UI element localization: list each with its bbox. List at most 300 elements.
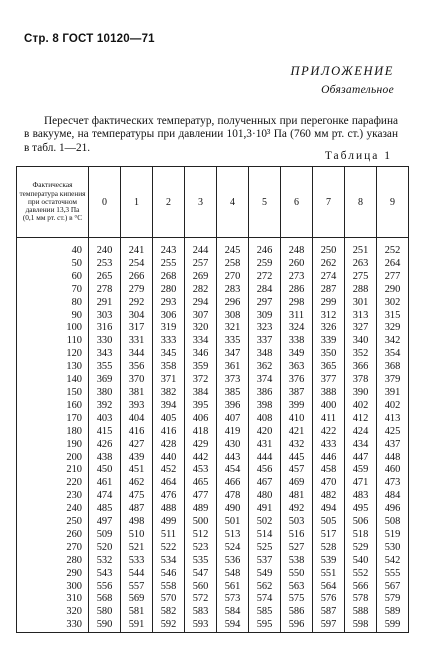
value-cell: 422 [313,426,345,439]
value-cell: 425 [377,426,409,439]
value-cell: 544 [121,568,153,581]
value-cell: 586 [281,606,313,619]
table-row [17,581,409,594]
temperature-cell: 260 [17,529,89,542]
temperature-cell: 250 [17,516,89,529]
value-cell: 421 [281,426,313,439]
value-cell: 566 [345,581,377,594]
value-cell: 288 [345,284,377,297]
value-cell: 437 [377,439,409,452]
value-cell: 313 [345,310,377,323]
value-cell: 363 [281,361,313,374]
value-cell: 331 [121,335,153,348]
value-cell: 298 [281,297,313,310]
table-row [17,568,409,581]
value-cell: 284 [249,284,281,297]
value-cell: 491 [249,503,281,516]
temperature-cell: 150 [17,387,89,400]
value-cell: 316 [89,322,121,335]
value-cell: 525 [249,542,281,555]
value-cell: 265 [89,271,121,284]
column-header: 5 [249,167,281,238]
value-cell: 309 [249,310,281,323]
value-cell: 274 [313,271,345,284]
value-cell: 324 [281,322,313,335]
value-cell: 292 [121,297,153,310]
value-cell: 492 [281,503,313,516]
temperature-cell: 190 [17,439,89,452]
value-cell: 470 [313,477,345,490]
value-cell: 453 [185,464,217,477]
value-cell: 539 [313,555,345,568]
temperature-cell: 50 [17,258,89,271]
value-cell: 450 [89,464,121,477]
temperature-cell: 60 [17,271,89,284]
value-cell: 583 [185,606,217,619]
value-cell: 337 [249,335,281,348]
value-cell: 299 [313,297,345,310]
value-cell: 524 [217,542,249,555]
value-cell: 362 [249,361,281,374]
value-cell: 251 [345,245,377,258]
value-cell: 496 [377,503,409,516]
temperature-cell: 270 [17,542,89,555]
value-cell: 335 [217,335,249,348]
table-row [17,322,409,335]
value-cell: 291 [89,297,121,310]
value-cell: 270 [217,271,249,284]
value-cell: 269 [185,271,217,284]
value-cell: 588 [345,606,377,619]
value-cell: 589 [377,606,409,619]
value-cell: 445 [281,452,313,465]
value-cell: 579 [377,593,409,606]
value-cell: 433 [313,439,345,452]
value-cell: 494 [313,503,345,516]
value-cell: 594 [217,619,249,632]
value-cell: 346 [185,348,217,361]
value-cell: 315 [377,310,409,323]
value-cell: 405 [153,413,185,426]
value-cell: 578 [345,593,377,606]
value-cell: 264 [377,258,409,271]
value-cell: 552 [345,568,377,581]
value-cell: 563 [281,581,313,594]
value-cell: 381 [121,387,153,400]
value-cell: 419 [217,426,249,439]
value-cell: 293 [153,297,185,310]
value-cell: 462 [121,477,153,490]
value-cell: 546 [153,568,185,581]
value-cell: 420 [249,426,281,439]
value-cell: 410 [281,413,313,426]
value-cell: 534 [153,555,185,568]
column-header: 0 [89,167,121,238]
value-cell: 248 [281,245,313,258]
temperature-cell: 280 [17,555,89,568]
value-cell: 382 [153,387,185,400]
value-cell: 458 [313,464,345,477]
value-cell: 246 [249,245,281,258]
value-cell: 371 [153,374,185,387]
value-cell: 403 [89,413,121,426]
table-row [17,413,409,426]
value-cell: 448 [377,452,409,465]
value-cell: 430 [217,439,249,452]
value-cell: 514 [249,529,281,542]
value-cell: 518 [345,529,377,542]
value-cell: 347 [217,348,249,361]
value-cell: 593 [185,619,217,632]
value-cell: 334 [185,335,217,348]
value-cell: 538 [281,555,313,568]
temperature-cell: 210 [17,464,89,477]
value-cell: 340 [345,335,377,348]
value-cell: 250 [313,245,345,258]
value-cell: 474 [89,490,121,503]
value-cell: 344 [121,348,153,361]
value-cell: 532 [89,555,121,568]
value-cell: 569 [121,593,153,606]
value-cell: 387 [281,387,313,400]
value-cell: 591 [121,619,153,632]
value-cell: 548 [217,568,249,581]
value-cell: 521 [121,542,153,555]
temperature-cell: 120 [17,348,89,361]
value-cell: 516 [281,529,313,542]
value-cell: 411 [313,413,345,426]
value-cell: 582 [153,606,185,619]
value-cell: 350 [313,348,345,361]
table-row [17,271,409,284]
value-cell: 407 [217,413,249,426]
value-cell: 495 [345,503,377,516]
value-cell: 339 [313,335,345,348]
column-header: 6 [281,167,313,238]
value-cell: 484 [377,490,409,503]
value-cell: 368 [377,361,409,374]
temperature-cell: 320 [17,606,89,619]
value-cell: 390 [345,387,377,400]
value-cell: 345 [153,348,185,361]
temperature-cell: 90 [17,310,89,323]
value-cell: 262 [313,258,345,271]
value-cell: 530 [377,542,409,555]
table-row [17,387,409,400]
value-cell: 241 [121,245,153,258]
value-cell: 523 [185,542,217,555]
table-row [17,258,409,271]
table-row [17,529,409,542]
value-cell: 558 [153,581,185,594]
value-cell: 476 [153,490,185,503]
table-row [17,452,409,465]
value-cell: 240 [89,245,121,258]
value-cell: 384 [185,387,217,400]
column-header: 3 [185,167,217,238]
value-cell: 404 [121,413,153,426]
appendix-subtitle: Обязательное [321,84,394,96]
value-cell: 487 [121,503,153,516]
value-cell: 395 [185,400,217,413]
value-cell: 561 [217,581,249,594]
value-cell: 439 [121,452,153,465]
temperature-cell: 300 [17,581,89,594]
value-cell: 505 [313,516,345,529]
table-row [17,503,409,516]
temperature-cell: 180 [17,426,89,439]
value-cell: 510 [121,529,153,542]
temperature-cell: 330 [17,619,89,632]
value-cell: 595 [249,619,281,632]
column-header: 7 [313,167,345,238]
value-cell: 412 [345,413,377,426]
value-cell: 465 [185,477,217,490]
value-cell: 575 [281,593,313,606]
value-cell: 478 [217,490,249,503]
value-cell: 317 [121,322,153,335]
value-cell: 528 [313,542,345,555]
value-cell: 572 [185,593,217,606]
value-cell: 272 [249,271,281,284]
value-cell: 379 [377,374,409,387]
table-title: Таблица 1 [324,150,392,162]
value-cell: 512 [185,529,217,542]
value-cell: 374 [249,374,281,387]
value-cell: 568 [89,593,121,606]
value-cell: 260 [281,258,313,271]
value-cell: 547 [185,568,217,581]
value-cell: 302 [377,297,409,310]
temperature-cell: 110 [17,335,89,348]
value-cell: 408 [249,413,281,426]
value-cell: 279 [121,284,153,297]
value-cell: 263 [345,258,377,271]
conversion-table [16,166,409,633]
value-cell: 456 [249,464,281,477]
temperature-cell: 160 [17,400,89,413]
value-cell: 327 [345,322,377,335]
value-cell: 259 [249,258,281,271]
table-row [17,542,409,555]
value-cell: 585 [249,606,281,619]
value-cell: 380 [89,387,121,400]
value-cell: 307 [185,310,217,323]
value-cell: 311 [281,310,313,323]
value-cell: 452 [153,464,185,477]
temperature-cell: 70 [17,284,89,297]
value-cell: 349 [281,348,313,361]
column-header: 4 [217,167,249,238]
value-cell: 273 [281,271,313,284]
table-row [17,606,409,619]
value-cell: 373 [217,374,249,387]
value-cell: 429 [185,439,217,452]
table-row [17,593,409,606]
value-cell: 394 [153,400,185,413]
value-cell: 501 [217,516,249,529]
value-cell: 304 [121,310,153,323]
value-cell: 343 [89,348,121,361]
value-cell: 542 [377,555,409,568]
value-cell: 278 [89,284,121,297]
table-row [17,490,409,503]
value-cell: 372 [185,374,217,387]
value-cell: 598 [345,619,377,632]
value-cell: 365 [313,361,345,374]
value-cell: 460 [377,464,409,477]
value-cell: 537 [249,555,281,568]
value-cell: 527 [281,542,313,555]
value-cell: 451 [121,464,153,477]
value-cell: 268 [153,271,185,284]
value-cell: 440 [153,452,185,465]
table-header-row [17,167,409,238]
value-cell: 473 [377,477,409,490]
value-cell: 377 [313,374,345,387]
value-cell: 556 [89,581,121,594]
value-cell: 535 [185,555,217,568]
value-cell: 321 [217,322,249,335]
value-cell: 444 [249,452,281,465]
value-cell: 513 [217,529,249,542]
value-cell: 482 [313,490,345,503]
table-row [17,245,409,258]
value-cell: 416 [153,426,185,439]
value-cell: 490 [217,503,249,516]
value-cell: 477 [185,490,217,503]
value-cell: 359 [185,361,217,374]
column-header: 2 [153,167,185,238]
value-cell: 517 [313,529,345,542]
value-cell: 402 [345,400,377,413]
first-column-header: Фактическая температура кипения при остаточном давлении 13,3 Па (0,1 мм рт. ст.) в °С [17,167,89,238]
value-cell: 489 [185,503,217,516]
temperature-cell: 80 [17,297,89,310]
value-cell: 255 [153,258,185,271]
table-row [17,310,409,323]
table-row [17,361,409,374]
temperature-cell: 310 [17,593,89,606]
value-cell: 529 [345,542,377,555]
temperature-cell: 200 [17,452,89,465]
value-cell: 533 [121,555,153,568]
value-cell: 275 [345,271,377,284]
value-cell: 550 [281,568,313,581]
value-cell: 244 [185,245,217,258]
value-cell: 277 [377,271,409,284]
value-cell: 388 [313,387,345,400]
column-header: 9 [377,167,409,238]
value-cell: 573 [217,593,249,606]
table-row [17,335,409,348]
value-cell: 584 [217,606,249,619]
value-cell: 338 [281,335,313,348]
value-cell: 574 [249,593,281,606]
value-cell: 599 [377,619,409,632]
table-row [17,400,409,413]
temperature-cell: 170 [17,413,89,426]
value-cell: 323 [249,322,281,335]
value-cell: 352 [345,348,377,361]
value-cell: 509 [89,529,121,542]
value-cell: 457 [281,464,313,477]
temperature-cell: 100 [17,322,89,335]
value-cell: 461 [89,477,121,490]
value-cell: 503 [281,516,313,529]
value-cell: 398 [249,400,281,413]
value-cell: 312 [313,310,345,323]
value-cell: 342 [377,335,409,348]
temperature-cell: 220 [17,477,89,490]
appendix-heading [291,64,394,96]
value-cell: 391 [377,387,409,400]
value-cell: 481 [281,490,313,503]
value-cell: 498 [121,516,153,529]
value-cell: 320 [185,322,217,335]
temperature-cell: 240 [17,503,89,516]
value-cell: 427 [121,439,153,452]
value-cell: 329 [377,322,409,335]
value-cell: 415 [89,426,121,439]
value-cell: 378 [345,374,377,387]
table-row [17,464,409,477]
value-cell: 596 [281,619,313,632]
table-row [17,297,409,310]
temperature-cell: 290 [17,568,89,581]
value-cell: 564 [313,581,345,594]
value-cell: 297 [249,297,281,310]
value-cell: 416 [121,426,153,439]
value-cell: 253 [89,258,121,271]
value-cell: 355 [89,361,121,374]
temperature-cell: 130 [17,361,89,374]
table-row [17,439,409,452]
value-cell: 326 [313,322,345,335]
value-cell: 356 [121,361,153,374]
value-cell: 570 [153,593,185,606]
table-row [17,284,409,297]
value-cell: 393 [121,400,153,413]
temperature-cell: 230 [17,490,89,503]
value-cell: 560 [185,581,217,594]
appendix-title: ПРИЛОЖЕНИЕ [290,64,394,78]
value-cell: 330 [89,335,121,348]
value-cell: 464 [153,477,185,490]
value-cell: 354 [377,348,409,361]
value-cell: 592 [153,619,185,632]
value-cell: 243 [153,245,185,258]
value-cell: 502 [249,516,281,529]
value-cell: 426 [89,439,121,452]
value-cell: 400 [313,400,345,413]
value-cell: 557 [121,581,153,594]
value-cell: 511 [153,529,185,542]
value-cell: 447 [345,452,377,465]
value-cell: 590 [89,619,121,632]
value-cell: 454 [217,464,249,477]
value-cell: 475 [121,490,153,503]
table-row [17,619,409,632]
value-cell: 306 [153,310,185,323]
value-cell: 428 [153,439,185,452]
value-cell: 483 [345,490,377,503]
table-row [17,477,409,490]
temperature-cell: 140 [17,374,89,387]
value-cell: 392 [89,400,121,413]
value-cell: 257 [185,258,217,271]
value-cell: 506 [345,516,377,529]
